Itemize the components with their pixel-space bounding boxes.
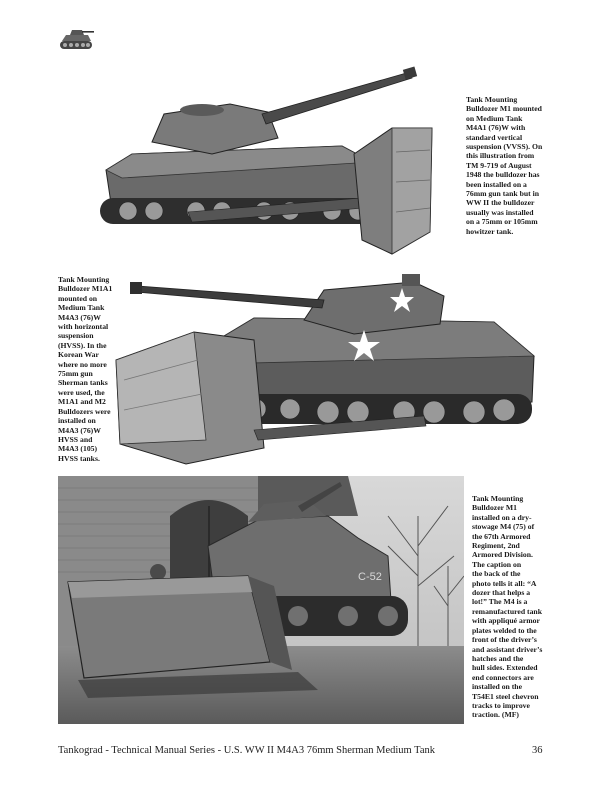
figure-photo-bulldozer-m1-67th-armored (58, 476, 464, 724)
figure-caption-1: Tank Mounting Bulldozer M1 mounted on Medium Tank M4A1 (76)W with standard vertical suspension (VVSS). On this illustration from TM 9-719 of August 1948 the bulldozer has been installed on a 76mm gun tank but in WW II the bulldozer usually was installed on a 75mm or 105mm howitzer tank. (466, 95, 543, 236)
figure-photo-bulldozer-m1a1-hvss (114, 260, 544, 468)
hull-marking: C-52 (358, 571, 382, 583)
figure-caption-2: Tank Mounting Bulldozer M1A1 mounted on Medium Tank M4A3 (76)W with horizontal suspension (HVSS). In the Korean War where no more 75mm gun Sherman tanks were used, the M1A1 and M2 Bulldozers were installed on M4A3 (76)W HVSS and M4A3 (105) HVSS tanks. (58, 275, 113, 463)
figure-photo-bulldozer-m1-vvss (92, 62, 444, 260)
page-number: 36 (532, 745, 543, 756)
tank-logo-icon (56, 24, 96, 54)
figure-caption-3: Tank Mounting Bulldozer M1 installed on a dry- stowage M4 (75) of the 67th Armored Regiment, 2nd Armored Division. The caption on the back of the photo tells it all: “A dozer that helps a lot!” The M4 is a remanufactured tank with appliqué armor plates welded to the front of the driver’s and assistant driver’s hatches and the hull sides. Extended end connectors are installed on the T54E1 steel chevron tracks to improve traction. (MF) (472, 494, 543, 720)
footer-title: Tankograd - Technical Manual Series - U.S. WW II M4A3 76mm Sherman Medium Tank (58, 745, 435, 756)
